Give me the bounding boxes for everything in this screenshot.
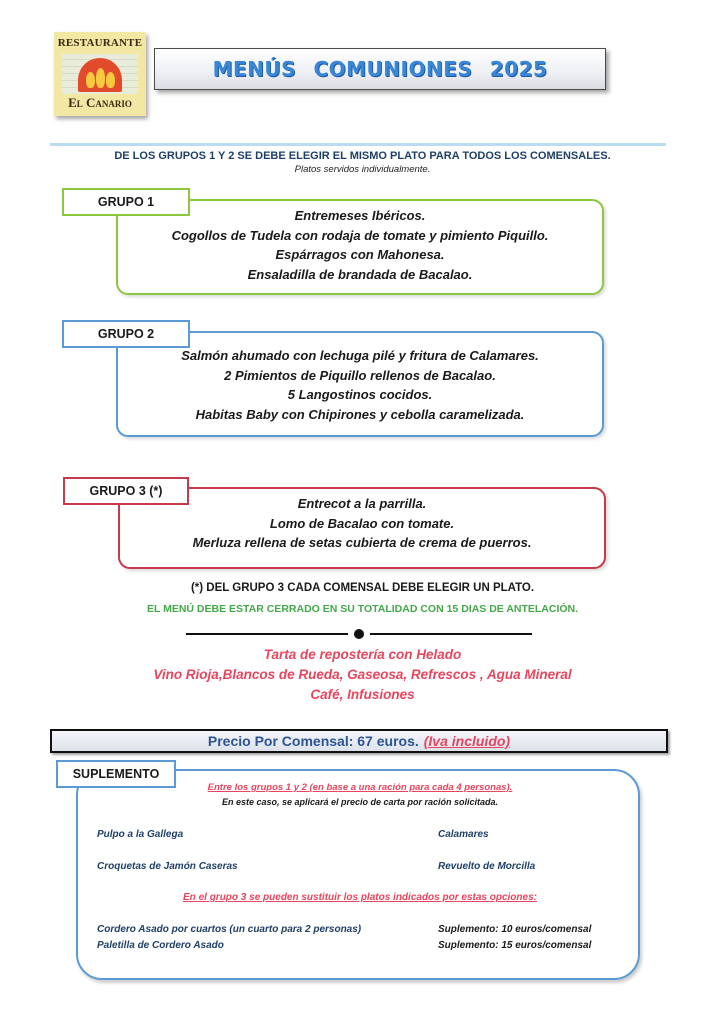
menu-item: Merluza rellena de setas cubierta de crema de puerros.: [192, 535, 532, 550]
group-3-items: [118, 494, 606, 553]
notice-individual: Platos servidos individualmente.: [294, 164, 431, 175]
group-2-label: GRUPO 2: [62, 320, 190, 348]
menu-item: Cogollos de Tudela con rodaja de tomate y pimiento Piquillo.: [171, 227, 549, 243]
group-3-label: GRUPO 3 (*): [63, 477, 189, 505]
menu-item: Espárragos con Mahonesa.: [275, 247, 445, 262]
suplemento-note-groups: Entre los grupos 1 y 2 (en base a una ración para cada 4 personas).: [207, 782, 513, 793]
menu-item: 5 Langostinos cocidos.: [287, 387, 433, 402]
bullet-icon: [354, 629, 364, 639]
extra-dessert: Tarta de repostería con Helado: [263, 647, 462, 662]
suplemento-option: Calamares: [438, 829, 489, 840]
suplemento-option: Croquetas de Jamón Caseras: [97, 861, 238, 872]
suplemento-option: Revuelto de Morcilla: [438, 861, 536, 872]
menu-item: Entremeses Ibéricos.: [294, 208, 426, 223]
group-2-items: [116, 346, 604, 424]
restaurant-logo: [54, 32, 146, 116]
menu-item: Lomo de Bacalao con tomate.: [269, 515, 455, 531]
extra-coffee: Café, Infusiones: [310, 687, 415, 702]
group3-option-price: Suplemento: 15 euros/comensal: [438, 940, 592, 951]
suplemento-option: Pulpo a la Gallega: [97, 829, 184, 840]
price-banner: [50, 729, 668, 753]
ornament-divider: [186, 633, 532, 635]
notice-same-dish: DE LOS GRUPOS 1 Y 2 SE DEBE ELEGIR EL MISMO PLATO PARA TODOS LOS COMENSALES.: [114, 150, 611, 162]
menu-item: Entrecot a la parrilla.: [297, 496, 427, 511]
group-1-items: [116, 206, 604, 284]
suplemento-label: SUPLEMENTO: [56, 760, 176, 788]
menu-item: Ensaladilla de brandada de Bacalao.: [247, 266, 473, 282]
menu-item: 2 Pimientos de Piquillo rellenos de Bacalao.: [224, 367, 496, 383]
price-iva-note: (Iva incluido): [423, 733, 511, 749]
divider-line: [50, 143, 666, 146]
logo-top-text: RESTAURANTE: [57, 37, 143, 49]
oven-fire-icon: [62, 54, 138, 94]
group3-option-name: Paletilla de Cordero Asado: [97, 940, 224, 951]
menu-item: Salmón ahumado con lechuga pilé y fritura de Calamares.: [181, 348, 539, 363]
page-title: MENÚS COMUNIONES 2025: [212, 57, 548, 81]
menu-item: Habitas Baby con Chipirones y cebolla caramelizada.: [195, 406, 525, 422]
group-1-label: GRUPO 1: [62, 188, 190, 216]
extra-drinks: Vino Rioja,Blancos de Rueda, Gaseosa, Refrescos , Agua Mineral: [153, 667, 572, 682]
suplemento-note-group-3: En el grupo 3 se pueden sustituir los platos indicados por estas opciones:: [183, 892, 537, 903]
suplemento-note-price: En este caso, se aplicará el precio de carta por ración solicitada.: [221, 797, 499, 807]
title-banner: [154, 48, 606, 90]
price-per-guest: Precio Por Comensal: 67 euros.: [207, 733, 419, 749]
group3-option-price: Suplemento: 10 euros/comensal: [438, 924, 592, 935]
note-group-3: (*) DEL GRUPO 3 CADA COMENSAL DEBE ELEGIR UN PLATO.: [190, 582, 535, 594]
group3-option-name: Cordero Asado por cuartos (un cuarto para 2 personas): [97, 924, 362, 935]
logo-bottom-text: El Canario: [68, 95, 132, 110]
note-closing-deadline: EL MENÚ DEBE ESTAR CERRADO EN SU TOTALIDAD CON 15 DIAS DE ANTELACIÓN.: [146, 603, 579, 615]
